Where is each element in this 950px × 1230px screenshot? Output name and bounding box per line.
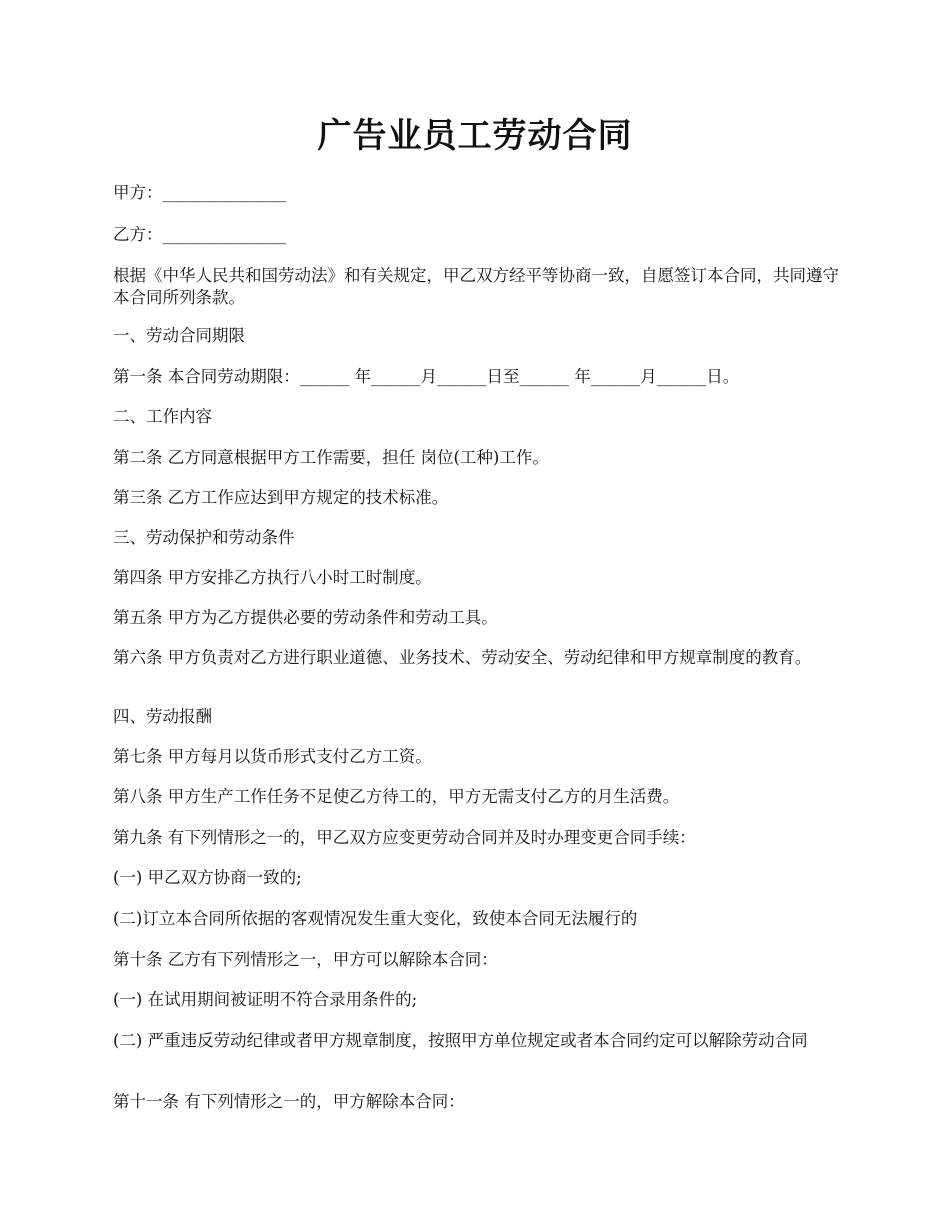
- section-heading: 一、劳动合同期限: [113, 326, 245, 345]
- clause-paragraph: 第九条 有下列情形之一的，甲乙双方应变更劳动合同并及时办理变更合同手续：: [113, 828, 696, 847]
- section-heading: 二、工作内容: [113, 407, 212, 426]
- party-a-line: 甲方：_______________: [113, 183, 287, 202]
- list-item: (一) 甲乙双方协商一致的;: [113, 868, 302, 887]
- clause-paragraph: 第六条 甲方负责对乙方进行职业道德、业务技术、劳动安全、劳动纪律和甲方规章制度的教育。: [113, 648, 812, 667]
- clause-paragraph: 第八条 甲方生产工作任务不足使乙方待工的，甲方无需支付乙方的月生活费。: [113, 787, 680, 806]
- list-item: (一) 在试用期间被证明不符合录用条件的;: [113, 990, 418, 1009]
- preamble-paragraph: 根据《中华人民共和国劳动法》和有关规定，甲乙双方经平等协商一致，自愿签订本合同，共同遵守本合同所列条款。: [113, 266, 839, 307]
- clause-paragraph: 第十条 乙方有下列情形之一，甲方可以解除本合同：: [113, 950, 498, 969]
- clause-paragraph: 第三条 乙方工作应达到甲方规定的技术标准。: [113, 488, 449, 507]
- clause-paragraph: 第一条 本合同劳动期限：______ 年______月______日至______ 年______月______日。: [113, 367, 740, 386]
- list-item: (二)订立本合同所依据的客观情况发生重大变化，致使本合同无法履行的: [113, 909, 638, 928]
- section-heading: 四、劳动报酬: [113, 707, 212, 726]
- list-item: (二) 严重违反劳动纪律或者甲方规章制度，按照甲方单位规定或者本合同约定可以解除劳动合同: [113, 1031, 808, 1050]
- clause-paragraph: 第四条 甲方安排乙方执行八小时工时制度。: [113, 568, 432, 587]
- party-b-line: 乙方：_______________: [113, 225, 287, 244]
- document-title: 广告业员工劳动合同: [317, 116, 633, 156]
- clause-paragraph: 第十一条 有下列情形之一的，甲方解除本合同：: [113, 1092, 465, 1111]
- clause-paragraph: 第二条 乙方同意根据甲方工作需要，担任 岗位(工种)工作。: [113, 448, 549, 467]
- clause-paragraph: 第七条 甲方每月以货币形式支付乙方工资。: [113, 747, 432, 766]
- section-heading: 三、劳动保护和劳动条件: [113, 528, 295, 547]
- clause-paragraph: 第五条 甲方为乙方提供必要的劳动条件和劳动工具。: [113, 608, 498, 627]
